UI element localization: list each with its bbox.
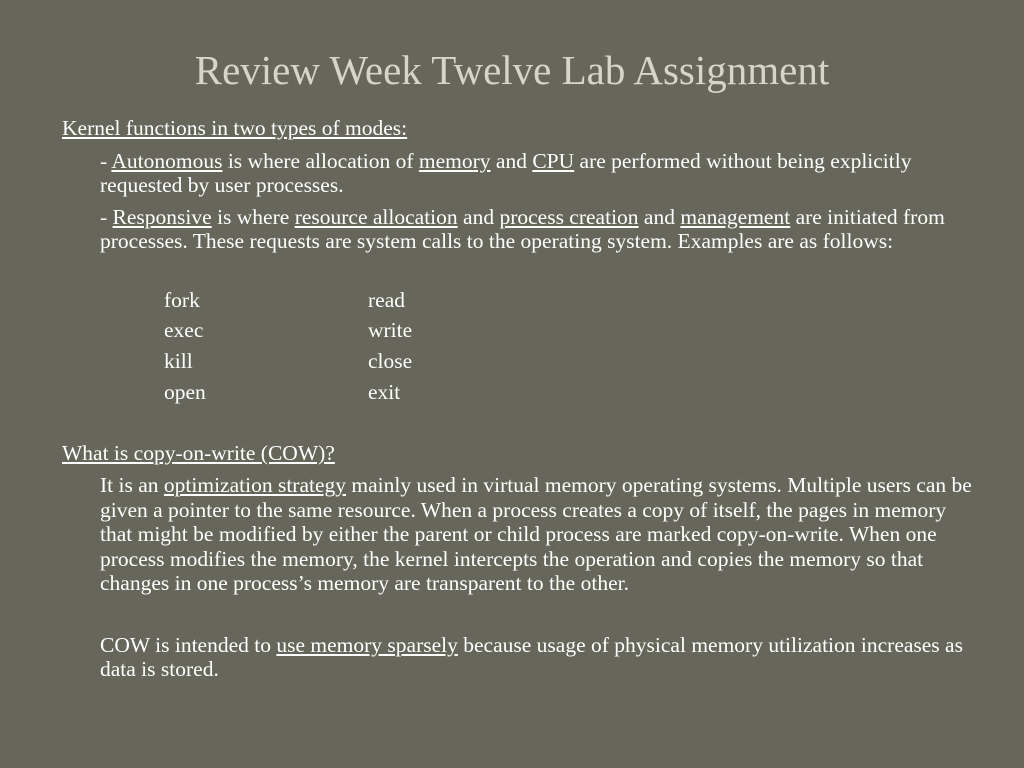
autonomous-text-1: is where allocation of <box>222 148 419 173</box>
responsive-text-3: and <box>638 204 681 229</box>
system-call-list <box>62 288 972 405</box>
system-call-item: open <box>164 380 206 405</box>
cow-text-2: mainly used in virtual memory operating systems. Multiple users can be given a pointer to the same resource. When a process creates a copy of itself, the pages in memory that might be modified by either the parent or child process are marked copy-on-write. When one process modifies the memory, the kernel intercepts the operation and copies the memory so that changes in one process’s memory are transparent to the other. <box>100 473 972 596</box>
cow-text-1: It is an <box>100 473 164 498</box>
responsive-text-4: are initiated from processes. These requests are system calls to the operating system. Examples are as follows: <box>100 204 945 253</box>
autonomous-paragraph <box>62 149 972 198</box>
process-creation-term: process creation <box>499 204 639 229</box>
responsive-paragraph <box>62 205 972 254</box>
resource-allocation-term: resource allocation <box>294 204 458 229</box>
system-call-item: exit <box>368 380 401 405</box>
system-call-item: read <box>368 287 405 312</box>
autonomous-term: Autonomous <box>111 148 223 173</box>
memory-term: memory <box>418 148 491 173</box>
use-memory-sparsely-term: use memory sparsely <box>276 632 458 657</box>
bullet-dash: - <box>100 204 113 229</box>
kernel-modes-heading: Kernel functions in two types of modes: <box>62 116 408 140</box>
cow-definition-paragraph <box>62 473 972 596</box>
responsive-term: Responsive <box>112 204 212 229</box>
system-call-item: close <box>368 349 413 374</box>
cow-purpose-text-1: COW is intended to <box>100 632 277 657</box>
cow-purpose-paragraph <box>62 633 972 682</box>
autonomous-text-2: and <box>490 148 533 173</box>
slide-body <box>62 116 972 682</box>
system-call-item: exec <box>164 318 204 343</box>
cpu-term: CPU <box>532 148 575 173</box>
optimization-strategy-term: optimization strategy <box>163 473 347 498</box>
autonomous-text-3: are performed without being explicitly requested by user processes. <box>100 148 912 197</box>
cow-purpose-text-2: because usage of physical memory utilization increases as data is stored. <box>100 632 963 682</box>
system-call-item: write <box>368 318 413 343</box>
system-call-item: fork <box>164 287 200 312</box>
responsive-text-1: is where <box>211 204 295 229</box>
cow-heading: What is copy-on-write (COW)? <box>62 440 335 465</box>
bullet-dash: - <box>100 148 112 173</box>
responsive-text-2: and <box>457 204 500 229</box>
system-call-item: kill <box>164 349 193 374</box>
management-term: management <box>680 204 791 229</box>
slide-title: Review Week Twelve Lab Assignment <box>194 47 830 93</box>
